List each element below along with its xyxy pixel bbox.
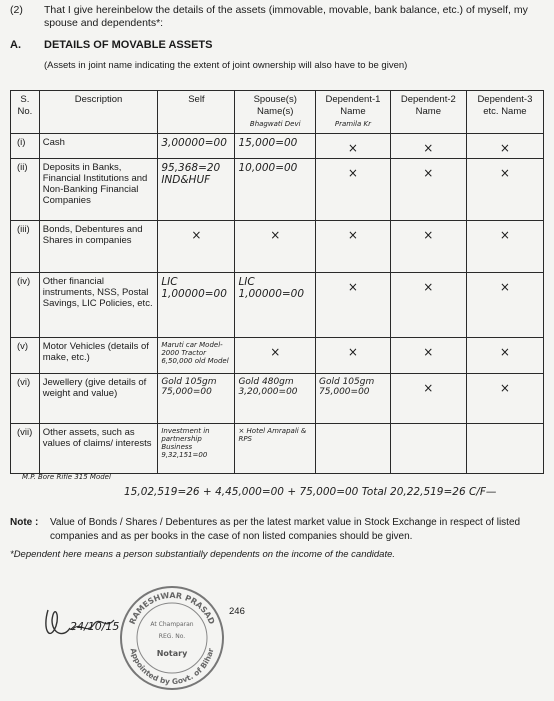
row-dep1: Gold 105gm 75,000=00 xyxy=(316,374,391,424)
cross-mark: × xyxy=(423,141,434,155)
row-sno: (iv) xyxy=(11,273,40,338)
signature-date: 24/10/15 xyxy=(70,620,120,633)
row-dep2 xyxy=(390,338,466,374)
row-dep1 xyxy=(316,221,391,273)
spouse-name-handwritten: Bhagwati Devi xyxy=(249,120,301,128)
row-description: Motor Vehicles (details of make, etc.) xyxy=(39,338,158,374)
row-spouse: 10,000=00 xyxy=(235,159,316,221)
row-dep3 xyxy=(466,338,543,374)
header-dep1-label: Dependent-1 Name xyxy=(325,94,381,117)
stamp-line-2: REG. No. xyxy=(158,633,186,640)
cross-mark: × xyxy=(347,280,358,294)
notary-stamp xyxy=(118,584,226,692)
row-dep3 xyxy=(466,134,543,159)
row-self xyxy=(158,221,235,273)
intro-number: (2) xyxy=(10,4,23,16)
row-dep3 xyxy=(466,424,543,474)
cross-mark: × xyxy=(423,166,434,180)
header-spouse-label: Spouse(s) Name(s) xyxy=(253,94,297,117)
row-dep2 xyxy=(390,424,466,474)
stamp-top-text: RAMESHWAR PRASAD xyxy=(127,590,217,626)
cross-mark: × xyxy=(270,228,281,242)
table-row xyxy=(11,424,544,474)
row-dep3 xyxy=(466,221,543,273)
intro-text: That I give hereinbelow the details of the assets (immovable, movable, bank balance, etc.) of myself, my spouse and dependents*: xyxy=(44,4,528,29)
row-description: Cash xyxy=(39,134,158,159)
row-dep3 xyxy=(466,273,543,338)
header-description: Description xyxy=(39,91,158,134)
row-description: Jewellery (give details of weight and value) xyxy=(39,374,158,424)
cross-mark: × xyxy=(347,345,358,359)
cross-mark: × xyxy=(499,141,510,155)
header-dep1 xyxy=(316,91,391,134)
cross-mark: × xyxy=(499,228,510,242)
row-spouse: Gold 480gm 3,20,000=00 xyxy=(235,374,316,424)
row-description: Bonds, Debentures and Shares in companies xyxy=(39,221,158,273)
row-dep3 xyxy=(466,159,543,221)
stamp-line-1: At Champaran xyxy=(150,621,194,628)
cross-mark: × xyxy=(499,345,510,359)
stamp-line-3: Notary xyxy=(156,649,188,658)
section-letter: A. xyxy=(10,39,21,51)
row-spouse: LIC 1,00000=00 xyxy=(235,273,316,338)
row-sno: (i) xyxy=(11,134,40,159)
stamp-bottom-text: Appointed by Govt. of Bihar xyxy=(128,647,216,687)
row-self: 95,368=20 IND&HUF xyxy=(158,159,235,221)
table-row xyxy=(11,221,544,273)
header-self: Self xyxy=(158,91,235,134)
row-sno: (ii) xyxy=(11,159,40,221)
table-header-row xyxy=(11,91,544,134)
row-dep1 xyxy=(316,424,391,474)
row-dep2 xyxy=(390,374,466,424)
header-dep3: Dependent-3 etc. Name xyxy=(466,91,543,134)
cross-mark: × xyxy=(423,381,434,395)
dependent-definition: *Dependent here means a person substantially dependents on the income of the candidate. xyxy=(10,549,396,560)
notary-seal-icon xyxy=(118,584,226,692)
row-dep2 xyxy=(390,273,466,338)
header-dep2: Dependent-2 Name xyxy=(390,91,466,134)
cross-mark: × xyxy=(423,280,434,294)
cross-mark: × xyxy=(347,166,358,180)
row-sno: (v) xyxy=(11,338,40,374)
table-row xyxy=(11,159,544,221)
row-self: LIC 1,00000=00 xyxy=(158,273,235,338)
row-spouse: × Hotel Amrapali & RPS xyxy=(235,424,316,474)
movable-assets-table xyxy=(10,90,544,474)
cross-mark: × xyxy=(499,166,510,180)
section-subtitle: (Assets in joint name indicating the extent of joint ownership will also have to be given) xyxy=(44,60,408,71)
cross-mark: × xyxy=(423,345,434,359)
row-dep3 xyxy=(466,374,543,424)
note-text: Value of Bonds / Shares / Debentures as per the latest market value in Stock Exchange in respect of listed companies and as per books in the case of non listed companies should be given. xyxy=(50,517,521,542)
row-sno: (vii) xyxy=(11,424,40,474)
row-sno: (vi) xyxy=(11,374,40,424)
row-self: Maruti car Model-2000 Tractor 6,50,000 old Model xyxy=(158,338,235,374)
row-spouse: 15,000=00 xyxy=(235,134,316,159)
page-number: 246 xyxy=(229,606,245,617)
table-row xyxy=(11,374,544,424)
row-dep2 xyxy=(390,159,466,221)
row-spouse xyxy=(235,338,316,374)
note-label: Note : xyxy=(10,517,39,528)
cross-mark: × xyxy=(499,381,510,395)
row-self: Gold 105gm 75,000=00 xyxy=(158,374,235,424)
cross-mark: × xyxy=(499,280,510,294)
row-description: Other assets, such as values of claims/ interests xyxy=(39,424,158,474)
header-sno: S. No. xyxy=(11,91,40,134)
table-row xyxy=(11,134,544,159)
note-paragraph xyxy=(10,516,544,542)
cross-mark: × xyxy=(423,228,434,242)
row-self: 3,00000=00 xyxy=(158,134,235,159)
row-dep2 xyxy=(390,221,466,273)
cross-mark: × xyxy=(270,345,281,359)
row-description: Deposits in Banks, Financial Institutions and Non-Banking Financial Companies xyxy=(39,159,158,221)
header-spouse xyxy=(235,91,316,134)
row-dep1 xyxy=(316,134,391,159)
row-dep1 xyxy=(316,338,391,374)
row-description: Other financial instruments, NSS, Postal Savings, LIC Policies, etc. xyxy=(39,273,158,338)
row-self: Investment in partnership Business 9,32,151=00 xyxy=(158,424,235,474)
cross-mark: × xyxy=(347,228,358,242)
margin-note-handwritten: M.P. Bore Rifle 315 Model xyxy=(22,473,111,481)
row-dep1 xyxy=(316,273,391,338)
table-row xyxy=(11,273,544,338)
cross-mark: × xyxy=(347,141,358,155)
row-spouse xyxy=(235,221,316,273)
row-dep2 xyxy=(390,134,466,159)
totals-line-handwritten: 15,02,519=26 + 4,45,000=00 + 75,000=00 Total 20,22,519=26 C/F— xyxy=(124,486,497,498)
row-sno: (iii) xyxy=(11,221,40,273)
row-dep1 xyxy=(316,159,391,221)
dep1-name-handwritten: Pramila Kr xyxy=(334,120,371,128)
table-row xyxy=(11,338,544,374)
cross-mark: × xyxy=(191,228,202,242)
section-title: DETAILS OF MOVABLE ASSETS xyxy=(44,39,213,51)
